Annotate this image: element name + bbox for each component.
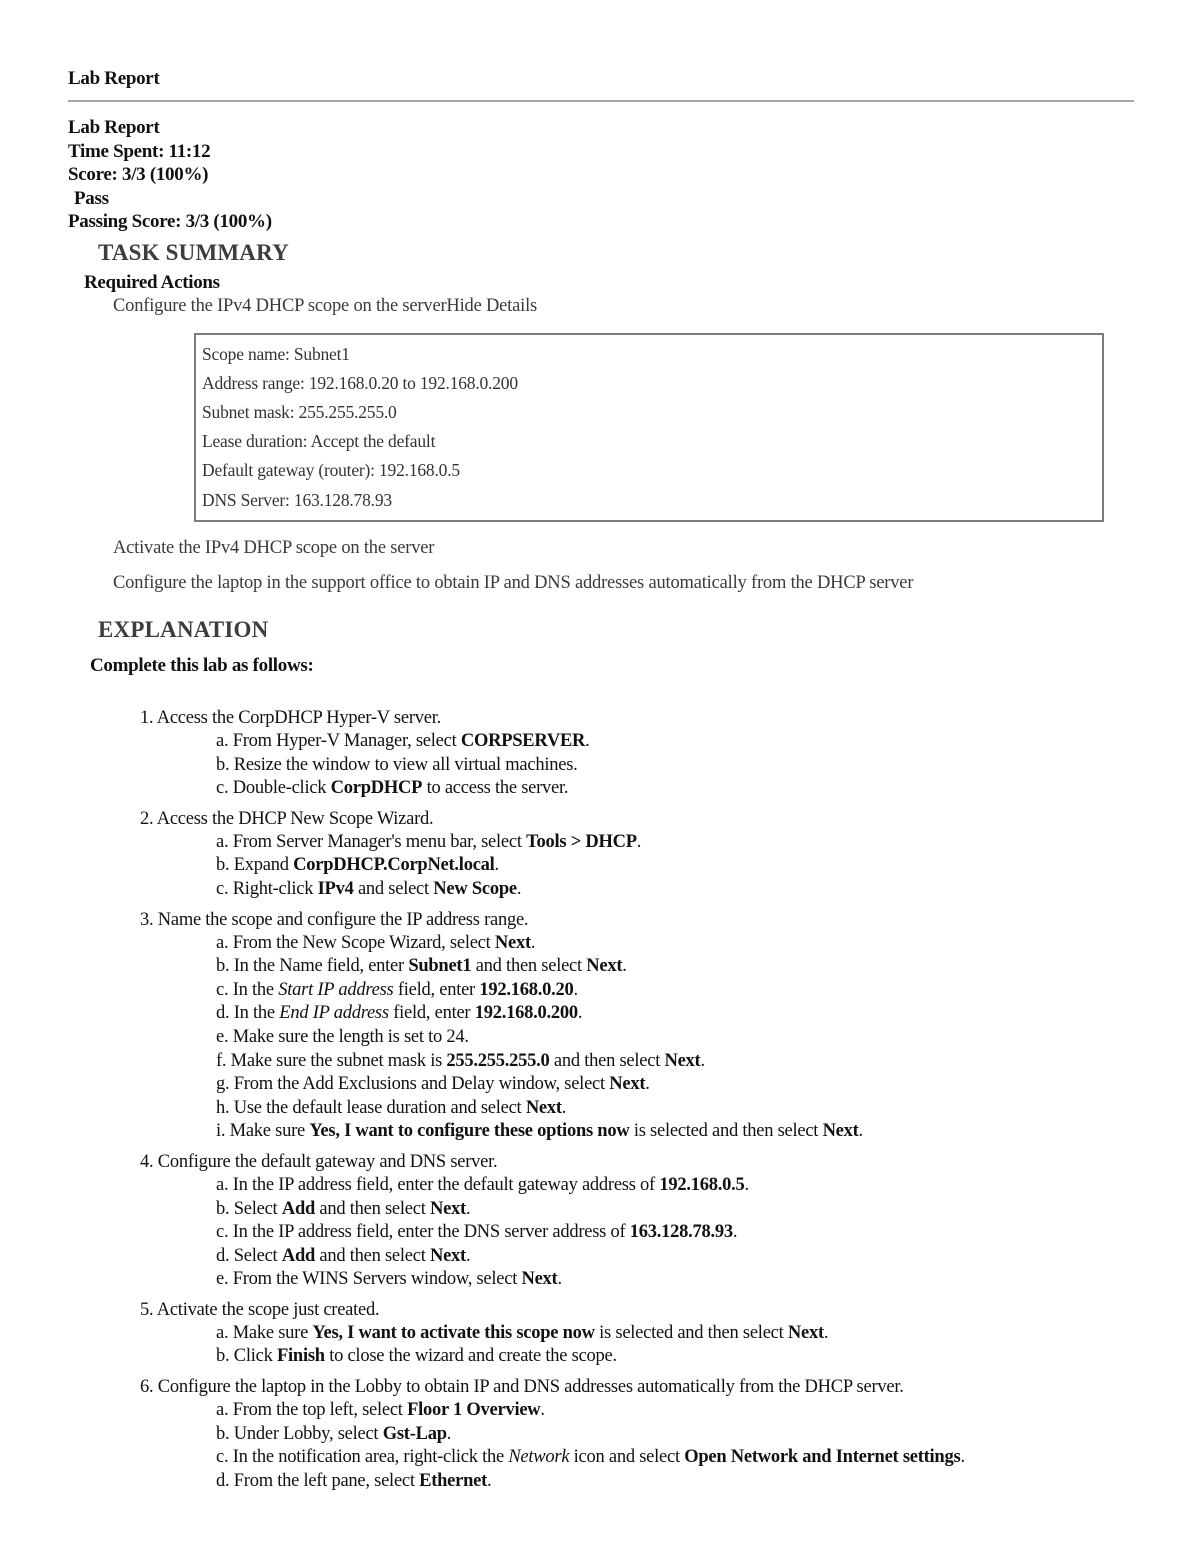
substep [140,1446,1180,1470]
substep [140,1097,1180,1121]
substep-emphasis: Next [664,1050,701,1071]
detail-line: Scope name: Subnet1 [202,344,350,364]
substep [140,1399,1180,1423]
substep-emphasis: Next [429,1245,466,1266]
result-status: Pass [74,187,109,209]
hide-details-link[interactable]: Hide Details [446,296,538,316]
substep [140,955,1180,979]
substep-text: . [494,855,499,876]
task-item-activate-scope: Activate the IPv4 DHCP scope on the server [113,538,435,558]
substep [140,1268,1180,1292]
instruction-step [140,1150,1180,1292]
substep-text: . [577,1003,583,1024]
instruction-step [140,1298,1180,1369]
substep-marker: b. [216,754,234,775]
explanation-intro: Complete this lab as follows: [90,655,314,676]
substep-marker: d. [216,1245,234,1266]
instruction-step [140,706,1180,801]
substep-text: . [540,1400,545,1421]
step-title: 2. Access the DHCP New Scope Wizard. [140,808,434,829]
substep-text: In the Name field, enter [233,956,409,977]
substep-text: is selected and then select [629,1121,823,1142]
substep-text: Right-click [232,878,318,899]
substep-text: From Server Manager's menu bar, select [232,831,527,852]
substep-text: In the [232,979,279,1000]
substep-italic: Network [508,1447,570,1468]
substep-text: to access the server. [422,778,569,799]
substep [140,730,1180,754]
step-title: 3. Name the scope and configure the IP address range. [140,909,529,930]
substep-text: . [530,932,536,953]
substep [140,979,1180,1003]
substep-emphasis: Next [586,956,623,977]
report-stats [68,116,272,234]
substep-text: In the notification area, right-click the [232,1447,509,1468]
substep-text: From the top left, select [232,1400,408,1421]
header-divider [68,100,1134,102]
substep-text: . [732,1222,738,1243]
substep [140,1221,1180,1245]
substep-marker: a. [216,1400,233,1421]
substep-marker: d. [216,1003,234,1024]
substep-text: Make sure the length is set to 24. [232,1026,469,1047]
substep-marker: b. [216,1346,234,1367]
substep-marker: h. [216,1097,234,1118]
substep [140,1345,1180,1369]
substep-text: . [823,1322,829,1343]
substep-text: Select [233,1198,282,1219]
explanation-heading: EXPLANATION [98,617,269,642]
detail-line: Default gateway (router): 192.168.0.5 [202,460,460,480]
substep-marker: b. [216,1423,234,1444]
substep-emphasis: 192.168.0.200 [474,1003,578,1024]
substep [140,1050,1180,1074]
substep-marker: a. [216,1174,233,1195]
substep-text: In the IP address field, enter the DNS server address of [232,1222,630,1243]
substep-marker: e. [216,1026,233,1047]
substep [140,932,1180,956]
substep-emphasis: IPv4 [317,878,354,899]
substep-text: is selected and then select [594,1322,788,1343]
task-item-configure-laptop: Configure the laptop in the support office to obtain IP and DNS addresses automatically from the DHCP server [113,573,914,593]
substep-emphasis: Add [281,1245,316,1266]
substep-text: . [465,1245,471,1266]
substep [140,1423,1180,1447]
detail-line: Address range: 192.168.0.20 to 192.168.0.200 [202,373,518,393]
substep-emphasis: 192.168.0.20 [479,979,574,1000]
substep-emphasis: Yes, I want to configure these options now [309,1121,630,1142]
substep [140,1174,1180,1198]
substep [140,1198,1180,1222]
substep-text: . [557,1269,562,1290]
substep [140,1002,1180,1026]
substep-text: Use the default lease duration and select [233,1097,526,1118]
substep-text: From the WINS Servers window, select [232,1269,522,1290]
substep-marker: c. [216,778,233,799]
substep-text: Under Lobby, select [233,1423,383,1444]
substep-italic: End IP address [279,1003,389,1024]
substep-emphasis: 192.168.0.5 [659,1174,745,1195]
substep-text: From the left pane, select [233,1470,420,1491]
substep [140,1322,1180,1346]
substep [140,754,1180,778]
substep-text: . [585,731,590,751]
substep-text: From Hyper-V Manager, select [232,731,461,751]
task-item-configure-scope [113,296,537,317]
substep-text: . [561,1097,567,1118]
substep-emphasis: Next [525,1097,562,1118]
instruction-step [140,807,1180,902]
substep-text: and then select [315,1245,430,1266]
step-title: 1. Access the CorpDHCP Hyper-V server. [140,708,441,728]
substep-emphasis: Next [429,1198,466,1219]
substep-text: . [487,1470,492,1491]
passing-score: Passing Score: 3/3 (100%) [68,211,272,232]
substep-text: . [465,1198,471,1219]
substep-text: In the IP address field, enter the default gateway address of [232,1174,660,1195]
substep-marker: i. [216,1121,230,1142]
substep [140,1026,1180,1050]
substep-emphasis: Next [521,1269,558,1290]
substep-text: and then select [315,1198,430,1219]
substep-emphasis: Next [822,1121,859,1142]
substep-text: to close the wizard and create the scope. [324,1346,617,1367]
substep [140,1245,1180,1269]
detail-line: Lease duration: Accept the default [202,431,436,451]
substep-emphasis: Gst-Lap [382,1423,447,1444]
substep-emphasis: Next [787,1322,824,1343]
substep-text: field, enter [393,979,480,1000]
substep-emphasis: Ethernet [419,1470,488,1491]
substep-emphasis: Open Network and Internet settings [684,1447,961,1468]
substep [140,1470,1180,1494]
substep-text: From the New Scope Wizard, select [232,932,495,953]
substep-emphasis: Floor 1 Overview [407,1400,541,1421]
substep-emphasis: Tools > DHCP [526,831,637,852]
substep-text: . [573,979,578,1000]
substep-text: . [700,1050,705,1071]
substep-text: . [516,878,522,899]
substep-emphasis: 255.255.255.0 [446,1050,550,1071]
substep-text: In the [233,1003,280,1024]
substep [140,831,1180,855]
substep-marker: d. [216,1470,234,1491]
substep-text: . [622,956,627,977]
substep-text: . [858,1121,863,1142]
substep-marker: e. [216,1269,233,1290]
substep-emphasis: Yes, I want to activate this scope now [312,1322,595,1343]
substep-marker: c. [216,1447,233,1468]
substep-emphasis: Add [281,1198,316,1219]
substep-text: and then select [549,1050,665,1071]
substep-italic: Start IP address [278,979,394,1000]
substep-marker: b. [216,855,234,876]
substep-marker: c. [216,1222,233,1243]
detail-line: Subnet mask: 255.255.255.0 [202,402,397,422]
substep-emphasis: Next [609,1074,646,1095]
substep-marker: b. [216,1198,234,1219]
substep-marker: a. [216,1322,233,1343]
instruction-step [140,908,1180,1144]
task-details-box [194,333,1104,522]
substep-text: . [960,1447,965,1468]
instruction-step [140,1375,1180,1493]
substep [140,1073,1180,1097]
time-spent: Time Spent: 11:12 [68,140,211,162]
substep-text: Click [233,1346,277,1367]
step-title: 4. Configure the default gateway and DNS server. [140,1151,498,1172]
substep-marker: g. [216,1074,234,1095]
substep-text: . [636,831,642,852]
page-title: Lab Report [68,68,160,89]
substep-text: field, enter [388,1003,475,1024]
substep-marker: c. [216,878,233,899]
substep-text: Make sure the subnet mask is [230,1050,447,1071]
substep [140,777,1180,801]
substep-text: Double-click [232,778,331,799]
substep-emphasis: CorpDHCP.CorpNet.local [293,855,495,876]
substep-text: and select [353,878,434,899]
task-summary-heading: TASK SUMMARY [98,240,289,265]
substep-marker: a. [216,731,233,751]
substep-marker: b. [216,956,234,977]
substep-marker: c. [216,979,233,1000]
required-actions-label: Required Actions [84,272,220,293]
substep-text: . [744,1174,749,1195]
substep [140,878,1180,902]
detail-line: DNS Server: 163.128.78.93 [202,490,392,510]
substep-emphasis: CORPSERVER [460,731,586,751]
substep [140,854,1180,878]
substep-emphasis: CorpDHCP [330,778,423,799]
stats-heading: Lab Report [68,117,160,138]
step-title: 6. Configure the laptop in the Lobby to obtain IP and DNS addresses automatically from the DHCP server. [140,1377,904,1398]
substep-emphasis: Finish [276,1346,325,1367]
step-title: 5. Activate the scope just created. [140,1299,380,1320]
substep-marker: a. [216,932,233,953]
substep-text: Make sure [232,1322,313,1343]
substep-text: Resize the window to view all virtual machines. [233,754,578,775]
substep-text: icon and select [569,1447,685,1468]
explanation-steps [140,706,1180,1499]
substep-text: and then select [471,956,587,977]
substep-marker: a. [216,831,233,852]
substep-text: Expand [233,855,294,876]
substep [140,1120,1180,1144]
substep-text: Make sure [229,1121,310,1142]
substep-text: From the Add Exclusions and Delay window, select [233,1074,610,1095]
substep-text: . [446,1423,452,1444]
substep-emphasis: New Scope [433,878,517,899]
substep-text: Select [233,1245,282,1266]
substep-marker: f. [216,1050,231,1071]
substep-emphasis: Next [494,932,531,953]
substep-text: . [645,1074,650,1095]
substep-emphasis: Subnet1 [408,956,472,977]
task-text: Configure the IPv4 DHCP scope on the server [113,296,447,316]
score: Score: 3/3 (100%) [68,164,209,185]
substep-emphasis: 163.128.78.93 [629,1222,733,1243]
